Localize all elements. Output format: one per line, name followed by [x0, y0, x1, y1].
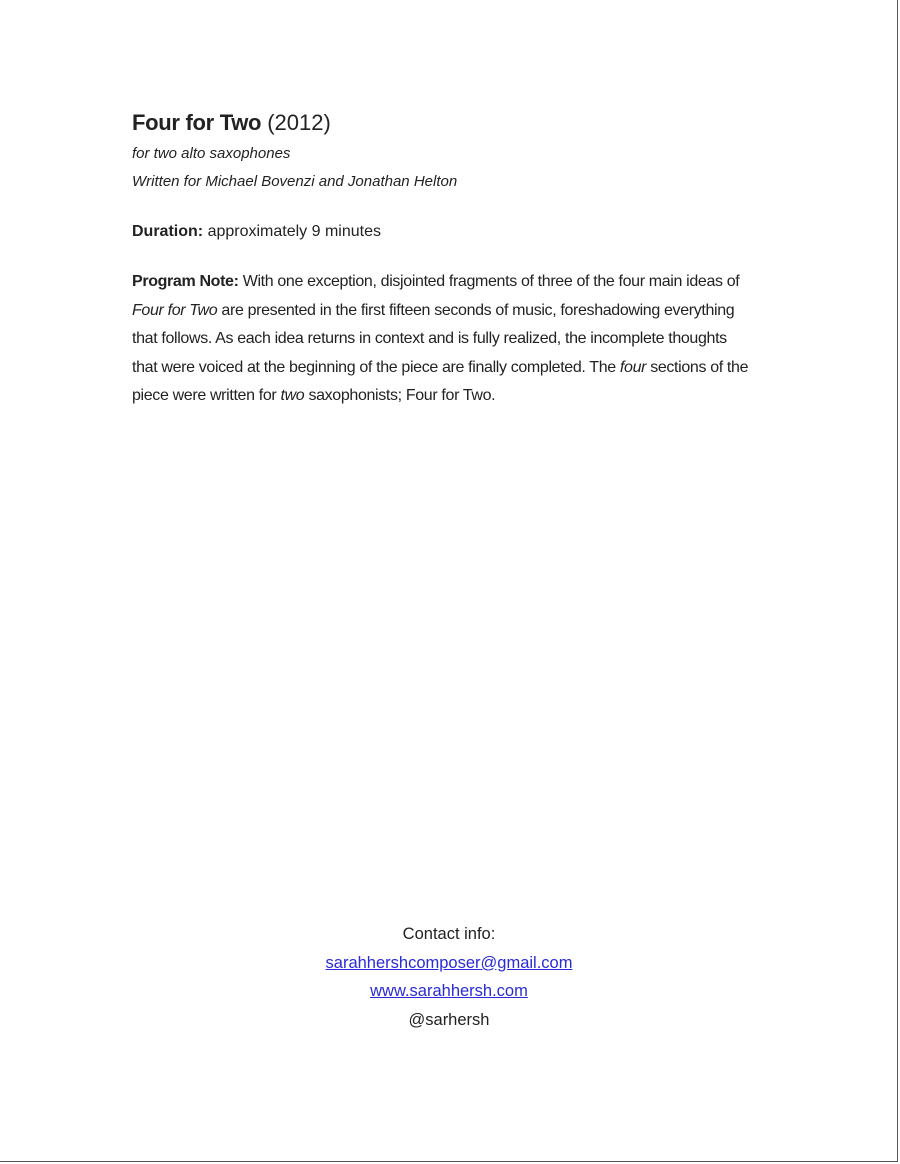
instrumentation: for two alto saxophones: [132, 145, 291, 162]
program-note-word-four: four: [619, 358, 647, 376]
program-note-text-4: saxophonists; Four for Two.: [308, 387, 496, 404]
title-line: [132, 108, 752, 138]
program-note-text-1: With one exception, disjointed fragments of three of the four main ideas of: [242, 273, 740, 290]
program-note-text-3: sections of the piece were written for: [132, 358, 749, 404]
website-link[interactable]: www.sarahhersh.com: [370, 982, 528, 1000]
program-note-label: Program Note:: [132, 273, 239, 290]
duration-line: [132, 218, 752, 246]
social-handle: @sarhersh: [408, 1010, 490, 1029]
program-note-word-two: two: [280, 387, 305, 404]
program-note-text-2: are presented in the first fifteen seconds of music, foreshadowing everything that follows. As each idea returns in context and is fully realized, the incomplete thoughts that were voiced at the beginning of the piece are finally completed. The: [132, 301, 735, 376]
contact-heading: Contact info:: [402, 925, 496, 943]
program-note-title-ref: Four for Two: [132, 301, 218, 319]
duration-value: approximately 9 minutes: [207, 223, 381, 240]
piece-year: (2012): [267, 110, 331, 135]
program-note: [132, 268, 752, 411]
email-link[interactable]: sarahhershcomposer@gmail.com: [325, 953, 573, 972]
subtitle-block: [132, 140, 752, 196]
program-info: [132, 108, 752, 411]
duration-label: Duration:: [132, 223, 204, 240]
piece-title: Four for Two: [132, 110, 262, 135]
dedication: Written for Michael Bovenzi and Jonathan Helton: [132, 173, 458, 190]
contact-block: [0, 920, 898, 1034]
